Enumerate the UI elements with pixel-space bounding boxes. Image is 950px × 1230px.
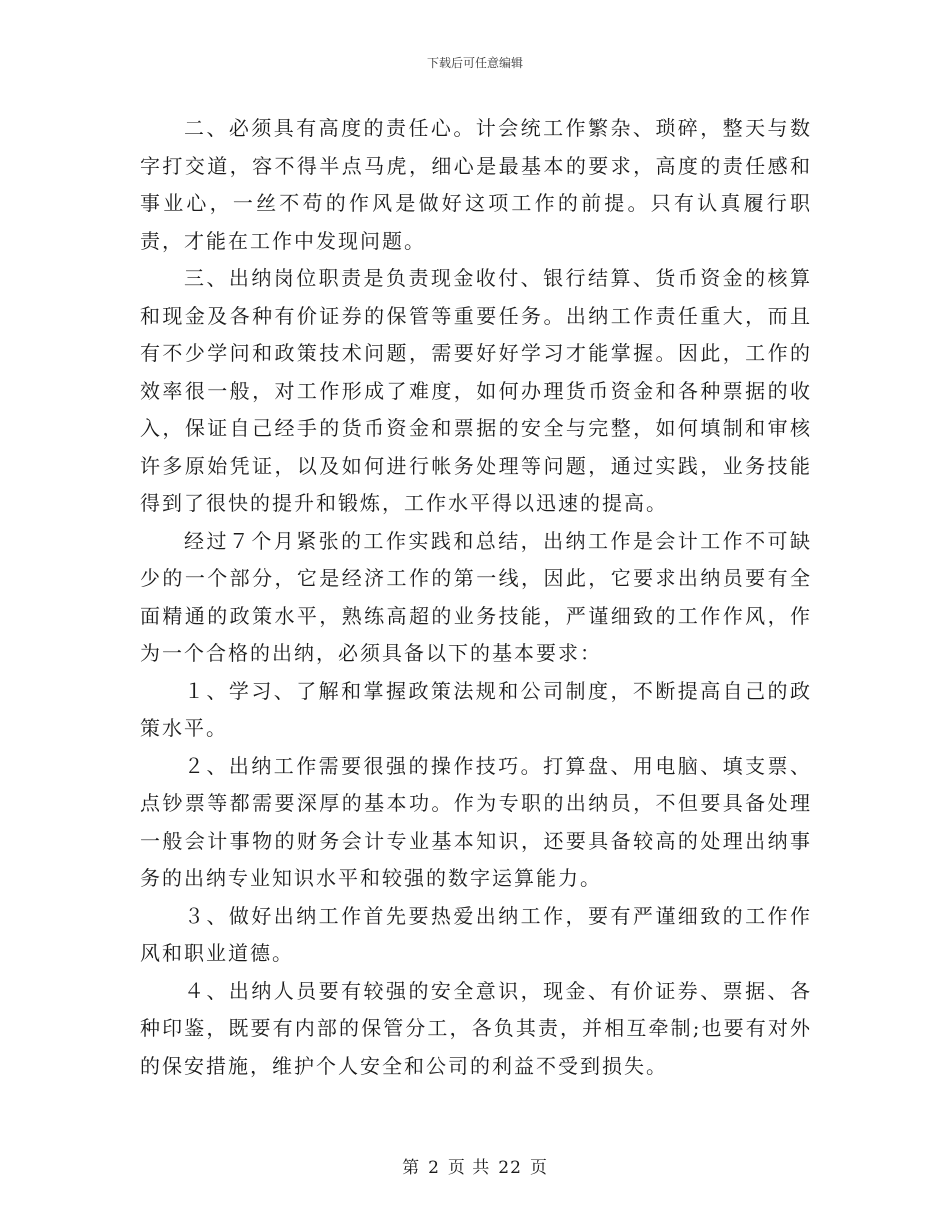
footer-middle: 页 共 [447,1158,491,1178]
paragraph-cashier-duties: 三、出纳岗位职责是负责现金收付、银行结算、货币资金的核算和现金及各种有价证券的保管等重要任务。出纳工作责任重大，而且有不少学问和政策技术问题，需要好好学习才能掌握。因此，工作的效率很一般，对工作形成了难度，如何办理货币资金和各种票据的收入，保证自己经手的货币资金和票据的安全与完整，如何填制和审核许多原始凭证，以及如何进行帐务处理等问题，通过实践，业务技能得到了很快的提升和锻炼，工作水平得以迅速的提高。 [140,266,812,515]
paragraph-responsibility: 二、必须具有高度的责任心。计会统工作繁杂、琐碎，整天与数字打交道，容不得半点马虎，细心是最基本的要求，高度的责任感和事业心，一丝不苟的作风是做好这项工作的前提。只有认真履行职责，才能在工作中发现问题。 [140,116,812,253]
document-body [140,110,812,1085]
paragraph-summary: 经过７个月紧张的工作实践和总结，出纳工作是会计工作不可缺少的一个部分，它是经济工作的第一线，因此，它要求出纳员要有全面精通的政策水平，熟练高超的业务技能，严谨细致的工作作风，作为一个合格的出纳，必须具备以下的基本要求： [140,528,812,665]
paragraph-requirement-4: ４、出纳人员要有较强的安全意识，现金、有价证券、票据、各种印鉴，既要有内部的保管分工，各负其责，并相互牵制;也要有对外的保安措施，维护个人安全和公司的利益不受到损失。 [140,978,812,1078]
paragraph-requirement-2: ２、出纳工作需要很强的操作技巧。打算盘、用电脑、填支票、点钞票等都需要深厚的基本功。作为专职的出纳员，不但要具备处理一般会计事物的财务会计专业基本知识，还要具备较高的处理出纳事务的出纳专业知识水平和较强的数字运算能力。 [140,753,812,890]
paragraph-requirement-1: １、学习、了解和掌握政策法规和公司制度，不断提高自己的政策水平。 [140,678,812,740]
footer-page-number: 2 [428,1158,440,1178]
footer-prefix: 第 [402,1158,421,1178]
footer-suffix: 页 [529,1158,548,1178]
paragraph-requirement-3: ３、做好出纳工作首先要热爱出纳工作，要有严谨细致的工作作风和职业道德。 [140,903,812,965]
page-header: 下载后可任意编辑 [426,56,523,70]
footer-total-pages: 22 [498,1158,522,1178]
page-footer [0,1153,950,1178]
